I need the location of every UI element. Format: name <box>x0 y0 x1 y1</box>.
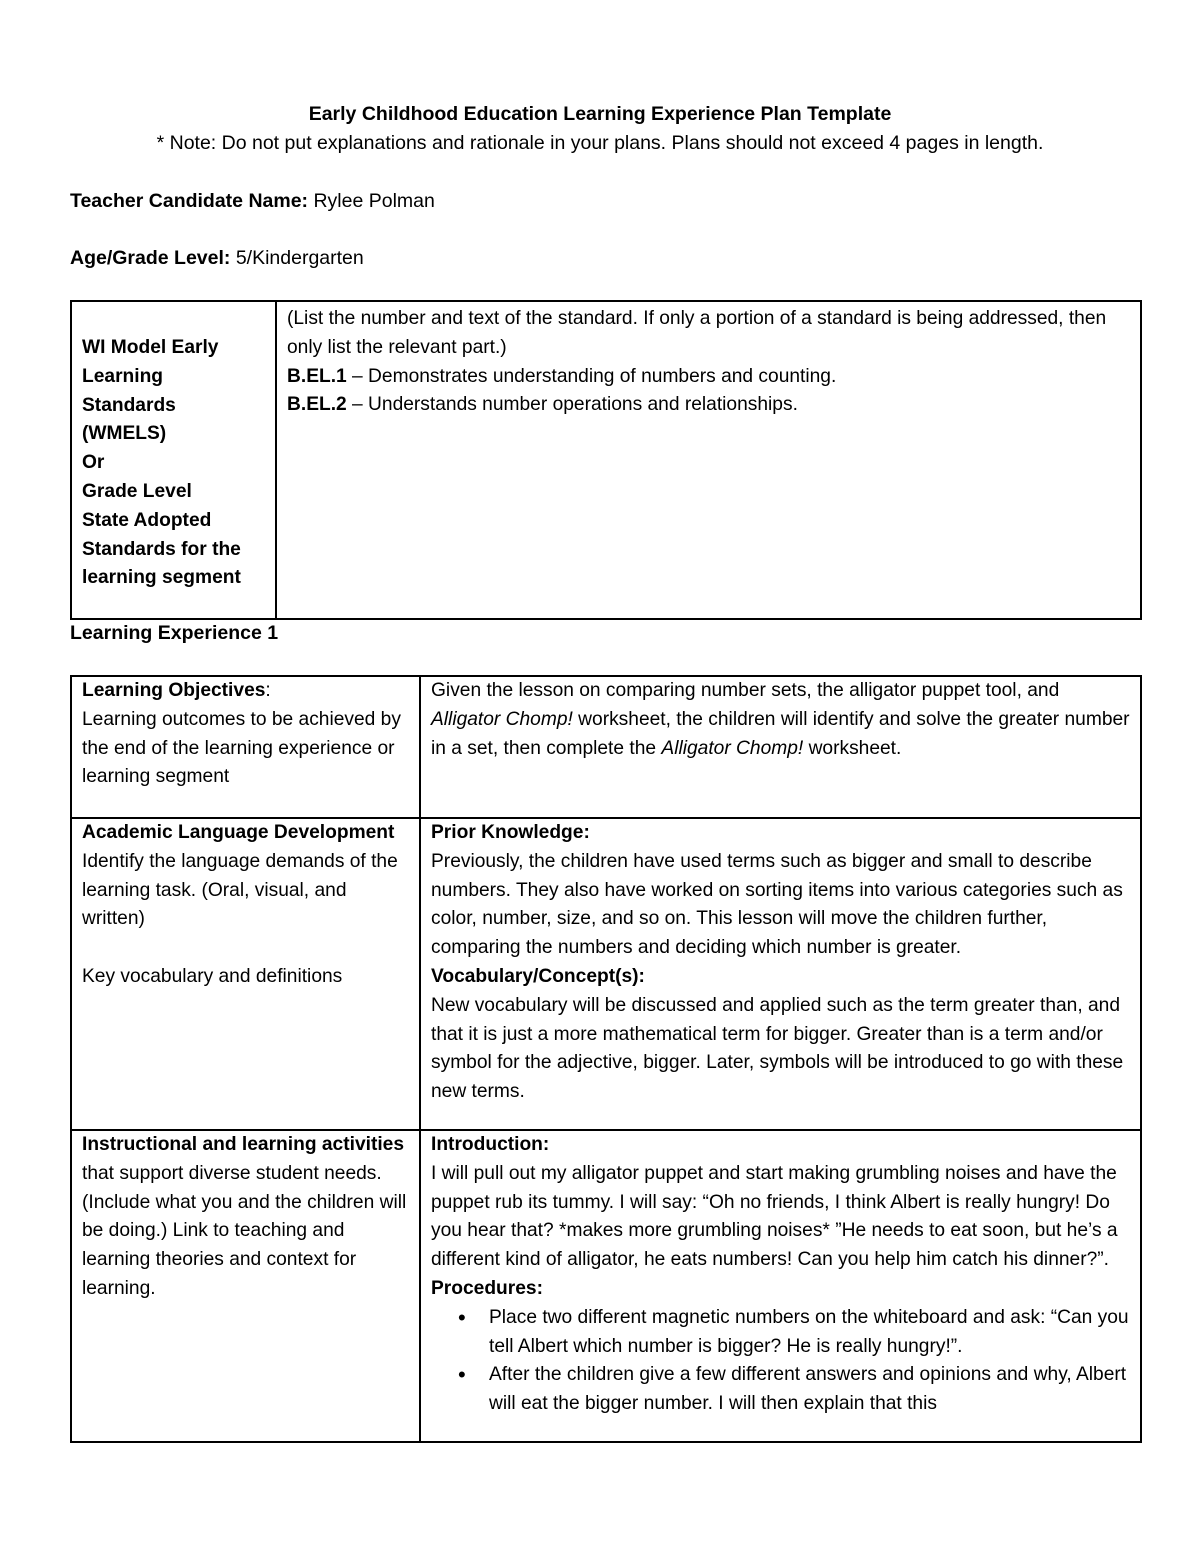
objectives-description: Learning outcomes to be achieved by the end of the learning experience or learning segment <box>82 708 401 788</box>
introduction-text: I will pull out my alligator puppet and start making grumbling noises and have the puppet rub its tummy. I will say: “Oh no friends, I think Albert is really hungry! Do you hear that? *makes more grumbling noises* ”He needs to eat soon, but he’s a different kind of alligator, he eats numbers! Can you help him catch his dinner?”. <box>431 1162 1118 1271</box>
introduction-label: Introduction: <box>431 1134 550 1155</box>
activities-content-cell <box>420 1130 1141 1442</box>
procedure-item: • After the children give a few different answers and opinions and why, Albert will eat the bigger number. I will then explain that this <box>489 1361 1130 1419</box>
learning-experience-table <box>70 675 1142 1443</box>
standards-label-line: (WMELS) <box>82 423 167 445</box>
vocabulary-label: Vocabulary/Concept(s): <box>431 965 645 987</box>
procedure-item: • Place two different magnetic numbers on the whiteboard and ask: “Can you tell Albert which number is bigger? He is really hungry!”. <box>489 1304 1130 1362</box>
grade-level-value: 5/Kindergarten <box>235 247 364 269</box>
standard-code: B.EL.1 <box>287 365 347 387</box>
objectives-label: Learning Objectives <box>82 680 266 701</box>
standards-label-cell <box>71 301 276 619</box>
standard-code: B.EL.2 <box>287 394 347 416</box>
candidate-name-value: Rylee Polman <box>313 190 435 212</box>
objectives-text: Given the lesson on comparing number sets, the alligator puppet tool, and <box>431 680 1060 701</box>
standard-text: – Understands number operations and relationships. <box>346 394 798 416</box>
candidate-name-line <box>70 187 435 216</box>
objectives-text: worksheet, the children will identify and solve the greater number in a set, then complete the <box>431 708 1130 759</box>
activities-description: that support diverse student needs. (Include what you and the children will be doing.) Link to teaching and learning theories and context for learning. <box>82 1162 407 1299</box>
standards-instruction: (List the number and text of the standard. If only a portion of a standard is being addressed, then only list the relevant part.) <box>287 308 1107 358</box>
standard-item <box>287 391 1130 420</box>
language-content-cell <box>420 818 1141 1130</box>
standards-label-line: Standards <box>82 394 176 416</box>
standards-label-line: Standards for the <box>82 538 241 560</box>
standard-item <box>287 363 1130 392</box>
language-row <box>71 818 1141 1130</box>
standard-text: – Demonstrates understanding of numbers and counting. <box>346 365 837 387</box>
standards-label-line: Or <box>82 452 105 474</box>
learning-experience-heading: Learning Experience 1 <box>70 622 279 644</box>
objectives-text: worksheet. <box>803 737 902 759</box>
standards-label-line: Grade Level <box>82 480 192 502</box>
standards-label-line: State Adopted <box>82 509 212 531</box>
vocabulary-text: New vocabulary will be discussed and applied such as the term greater than, and that it is just a more mathematical term for bigger. Greater than is a term and/or symbol for the adjective, bigger. Later, symbols will be introduced to go with these new terms. <box>431 994 1124 1103</box>
document-title: Early Childhood Education Learning Experience Plan Template <box>308 103 892 125</box>
standards-label-line: learning segment <box>82 567 241 589</box>
standards-label-line: Learning <box>82 365 164 387</box>
objectives-row <box>71 676 1141 818</box>
procedures-label: Procedures: <box>431 1277 543 1299</box>
grade-level-line <box>70 244 364 273</box>
worksheet-title: Alligator Chomp! <box>661 737 804 759</box>
prior-knowledge-label: Prior Knowledge: <box>431 822 590 843</box>
worksheet-title: Alligator Chomp! <box>431 708 573 730</box>
candidate-name-label: Teacher Candidate Name: <box>70 190 309 212</box>
procedures-list <box>431 1304 1130 1419</box>
language-label-cell <box>71 818 420 1130</box>
document-note: * Note: Do not put explanations and rationale in your plans. Plans should not exceed 4 pages in length. <box>156 132 1044 154</box>
activities-label: activities <box>321 1134 405 1155</box>
standards-table <box>70 300 1142 620</box>
objectives-colon: : <box>265 680 271 701</box>
language-description: Identify the language demands of the learning task. (Oral, visual, and written) <box>82 850 398 930</box>
activities-row <box>71 1130 1141 1442</box>
activities-label: Instructional and learning <box>82 1134 317 1155</box>
grade-level-label: Age/Grade Level: <box>70 247 231 269</box>
language-label: Academic Language Development <box>82 822 395 843</box>
activities-label-cell <box>71 1130 420 1442</box>
objectives-label-cell <box>71 676 420 818</box>
objectives-content-cell <box>420 676 1141 818</box>
prior-knowledge-text: Previously, the children have used terms such as bigger and small to describe numbers. They also have worked on sorting items into various categories such as color, number, size, and so on. This lesson will move the children further, comparing the numbers and deciding which number is greater. <box>431 850 1123 959</box>
standards-label-line: WI Model Early <box>82 337 219 358</box>
standards-content-cell <box>276 301 1141 619</box>
vocabulary-description: Key vocabulary and definitions <box>82 965 343 987</box>
